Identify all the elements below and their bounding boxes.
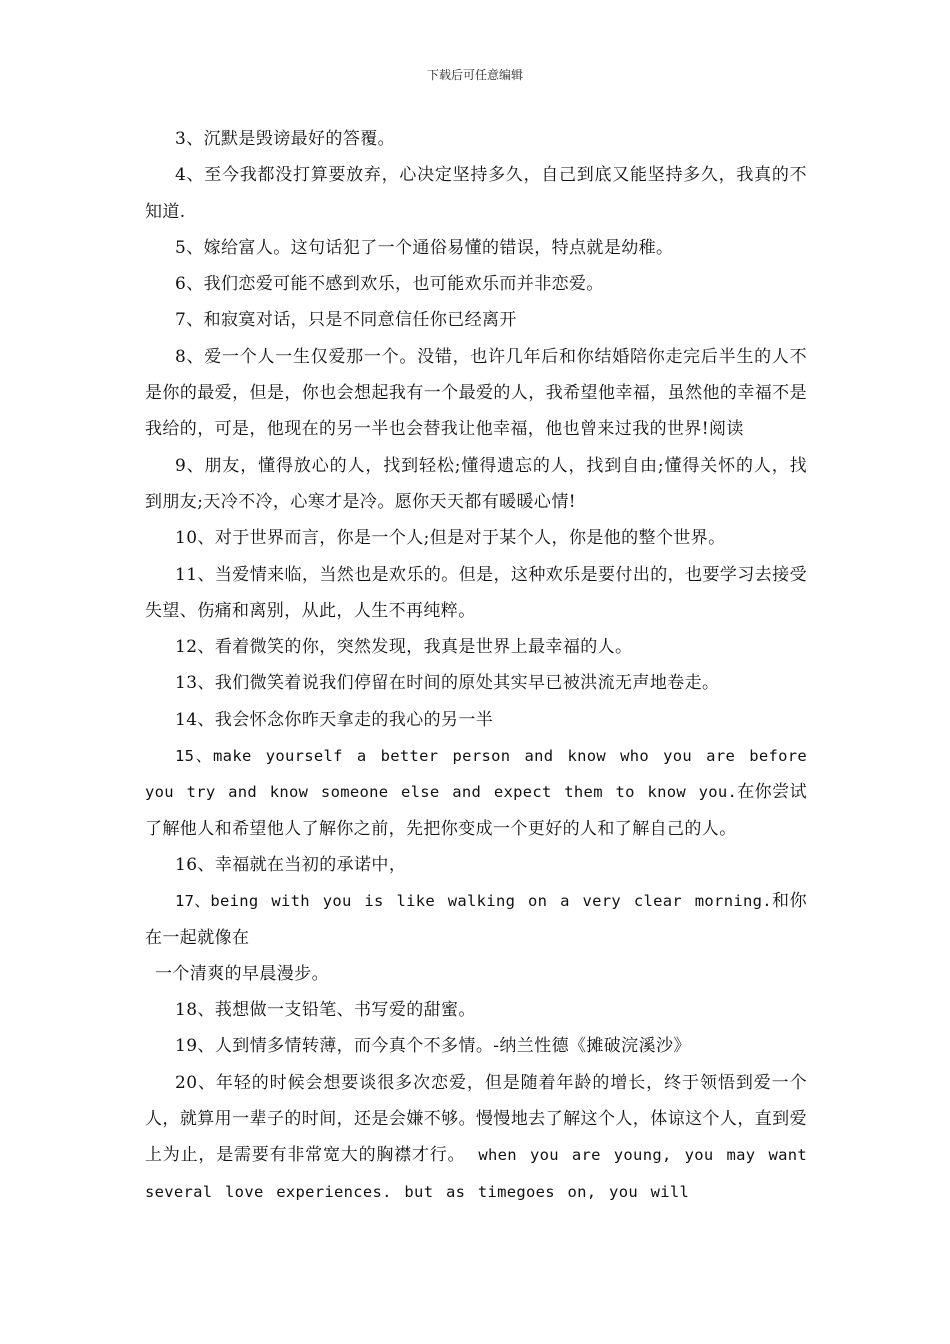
paragraph-6: 6、我们恋爱可能不感到欢乐，也可能欢乐而并非恋爱。	[175, 274, 604, 295]
paragraph-11: 11、当爱情来临，当然也是欢乐的。但是，这种欢乐是要付出的，也要学习去接受失望、伤痛和离别，从此，人生不再纯粹。	[145, 564, 807, 621]
paragraph-7: 7、和寂寞对话，只是不同意信任你已经离开	[175, 310, 517, 331]
page-header: 下载后可任意编辑	[426, 68, 523, 82]
paragraph-15-chinese: 在你尝试了解他人和希望他人了解你之前，先把你变成一个更好的人和了解自己的人。	[145, 782, 807, 839]
document-body	[145, 121, 807, 1210]
paragraph-17-chinese: 和你在一起就像在	[145, 891, 807, 948]
paragraph-17-continued: 一个清爽的早晨漫步。	[155, 963, 329, 984]
paragraph-20-chinese: 20、年轻的时候会想要谈很多次恋爱，但是随着年龄的增长，终于领悟到爱一个人，就算用一辈子的时间，还是会嫌不够。慢慢地去了解这个人，体谅这个人，直到爱上为止，是需要有非常宽大的胸襟才行。	[145, 1072, 807, 1166]
paragraph-13: 13、我们微笑着说我们停留在时间的原处其实早已被洪流无声地卷走。	[175, 673, 720, 694]
paragraph-20-english: when you are young, you may want several love experiences. but as timegoes on, you will	[145, 1146, 807, 1201]
paragraph-8: 8、爱一个人一生仅爱那一个。没错，也许几年后和你结婚陪你走完后半生的人不是你的最爱，但是，你也会想起我有一个最爱的人，我希望他幸福，虽然他的幸福不是我给的，可是，他现在的另一半也会替我让他幸福，他也曾来过我的世界!阅读	[145, 346, 807, 440]
paragraph-15-english: 15、make yourself a better person and know who you are before you try and know someone else and expect them to know you.	[145, 747, 807, 802]
paragraph-14: 14、我会怀念你昨天拿走的我心的另一半	[175, 709, 494, 730]
paragraph-10: 10、对于世界而言，你是一个人;但是对于某个人，你是他的整个世界。	[175, 528, 726, 549]
paragraph-17	[145, 883, 807, 956]
paragraph-19: 19、人到情多情转薄，而今真个不多情。-纳兰性德《摊破浣溪沙》	[175, 1036, 691, 1057]
paragraph-4: 4、至今我都没打算要放弃，心决定坚持多久，自己到底又能坚持多久，我真的不知道.	[145, 165, 807, 222]
paragraph-15	[145, 738, 807, 847]
paragraph-17-english: 17、being with you is like walking on a very clear morning.	[175, 892, 772, 911]
paragraph-18: 18、莪想做一支铅笔、书写爱的甜蜜。	[175, 1000, 476, 1021]
paragraph-3: 3、沉默是毁谤最好的答覆。	[175, 129, 396, 149]
paragraph-12: 12、看着微笑的你，突然发现，我真是世界上最幸福的人。	[175, 637, 633, 658]
paragraph-5: 5、嫁给富人。这句话犯了一个通俗易懂的错误，特点就是幼稚。	[175, 237, 674, 258]
paragraph-20	[145, 1065, 807, 1210]
paragraph-9: 9、朋友，懂得放心的人，找到轻松;懂得遗忘的人，找到自由;懂得关怀的人，找到朋友;天冷不冷，心寒才是冷。愿你天天都有暖暖心情!	[145, 455, 807, 512]
paragraph-16: 16、幸福就在当初的承诺中，	[175, 854, 407, 875]
